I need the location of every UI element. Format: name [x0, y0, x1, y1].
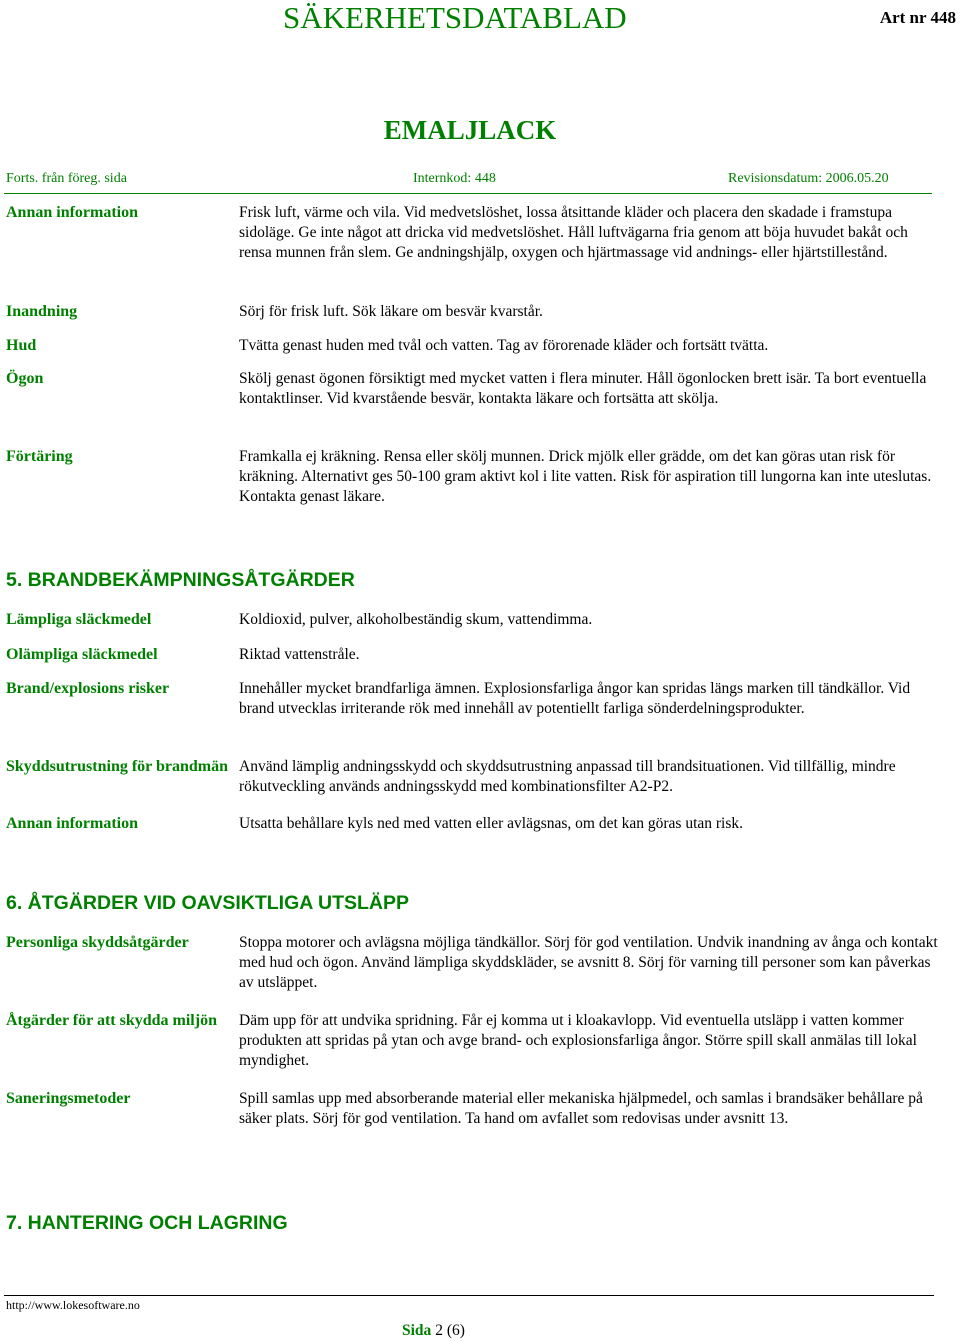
continued-note: Forts. från föreg. sida: [6, 171, 127, 186]
page-label: Sida: [402, 1322, 432, 1339]
row-text: Koldioxid, pulver, alkoholbeständig skum, vattendimma.: [239, 611, 593, 628]
page-number: [402, 1322, 465, 1340]
article-number: Art nr 448: [879, 8, 956, 27]
row-label: Annan information: [6, 815, 139, 832]
row-label: Annan information: [6, 204, 139, 221]
revision-date: Revisionsdatum: 2006.05.20: [728, 171, 889, 186]
row-label: Lämpliga släckmedel: [6, 611, 152, 628]
row-label: Inandning: [6, 303, 78, 320]
row-text: Innehåller mycket brandfarliga ämnen. Explosionsfarliga ångor kan spridas längs marken till tändkällor. Vid brand utvecklas irriterande rök med innehåll av potentiellt farliga sönderdelningsprodukter.: [239, 680, 911, 717]
row-text: Utsatta behållare kyls ned med vatten eller avlägsnas, om det kan göras utan risk.: [239, 815, 744, 832]
row-label: Personliga skyddsåtgärder: [6, 934, 189, 951]
row-label: Ögon: [6, 370, 44, 387]
section-5-heading: 5. BRANDBEKÄMPNINGSÅTGÄRDER: [6, 569, 355, 591]
row-label: Hud: [6, 337, 37, 354]
footer-website-link[interactable]: http://www.lokesoftware.no: [6, 1298, 140, 1312]
section-7-heading: 7. HANTERING OCH LAGRING: [6, 1212, 288, 1234]
row-label: Åtgärder för att skydda miljön: [6, 1012, 217, 1029]
row-text: Stoppa motorer och avlägsna möjliga tändkällor. Sörj för god ventilation. Undvik inandning av ånga och kontakt med hud och ögon. Använd lämpliga skyddskläder, se avsnitt 8. Sörj för varning till personer som kan påverkas av utsläppet.: [239, 934, 938, 991]
page-value: 2 (6): [435, 1322, 465, 1339]
row-label: Skyddsutrustning för brandmän: [6, 758, 229, 775]
row-text: Skölj genast ögonen försiktigt med mycket vatten i flera minuter. Håll ögonlocken brett isär. Ta bort eventuella kontaktlinser. Vid kvarstående besvär, kontakta läkare och fortsätta att skölja.: [239, 370, 927, 407]
row-text: Spill samlas upp med absorberande material eller mekaniska hjälpmedel, och samlas i brandsäker behållare på säker plats. Sörj för god ventilation. Ta hand om avfallet som redovisas under avsnitt 13.: [239, 1090, 923, 1127]
row-text: Riktad vattenstråle.: [239, 646, 360, 663]
document-title: SÄKERHETSDATABLAD: [283, 0, 627, 35]
row-label: Saneringsmetoder: [6, 1090, 131, 1107]
row-text: Frisk luft, värme och vila. Vid medvetslöshet, lossa åtsittande kläder och placera den skadade i framstupa sidoläge. Ge inte något att dricka vid medvetslöshet. Håll luftvägarna fria genom att böja huvudet bakåt och rensa munnen från slem. Ge andningshjälp, oxygen och hjärtmassage vid andnings- eller hjärtstillestånd.: [239, 204, 908, 261]
row-text: Sörj för frisk luft. Sök läkare om besvär kvarstår.: [239, 303, 543, 320]
header-divider: [4, 193, 932, 194]
row-text: Framkalla ej kräkning. Rensa eller skölj munnen. Drick mjölk eller grädde, om det kan göras utan risk för kräkning. Alternativt ges 50-100 gram aktivt kol i lite vatten. Risk för aspiration till lungorna kan inte uteslutas. Kontakta genast läkare.: [239, 448, 932, 505]
footer-divider: [4, 1295, 934, 1296]
row-label: Olämpliga släckmedel: [6, 646, 158, 663]
internal-code: Internkod: 448: [413, 171, 496, 186]
row-label: Förtäring: [6, 448, 73, 465]
row-text: Däm upp för att undvika spridning. Får ej komma ut i kloakavlopp. Vid eventuella utsläpp i vatten kommer produkten att spridas på ytan och avge brand- och explosionsfarliga ångor. Större spill skall anmälas till lokal myndighet.: [239, 1012, 917, 1069]
row-text: Använd lämplig andningsskydd och skyddsutrustning anpassad till brandsituationen. Vid tillfällig, mindre rökutveckling används andningsskydd med kombinationsfilter A2-P2.: [239, 758, 896, 795]
row-text: Tvätta genast huden med tvål och vatten. Tag av förorenade kläder och fortsätt tvätta.: [239, 337, 769, 354]
product-name: EMALJLACK: [383, 115, 557, 145]
section-6-heading: 6. ÅTGÄRDER VID OAVSIKTLIGA UTSLÄPP: [6, 892, 410, 914]
row-label: Brand/explosions risker: [6, 680, 170, 697]
